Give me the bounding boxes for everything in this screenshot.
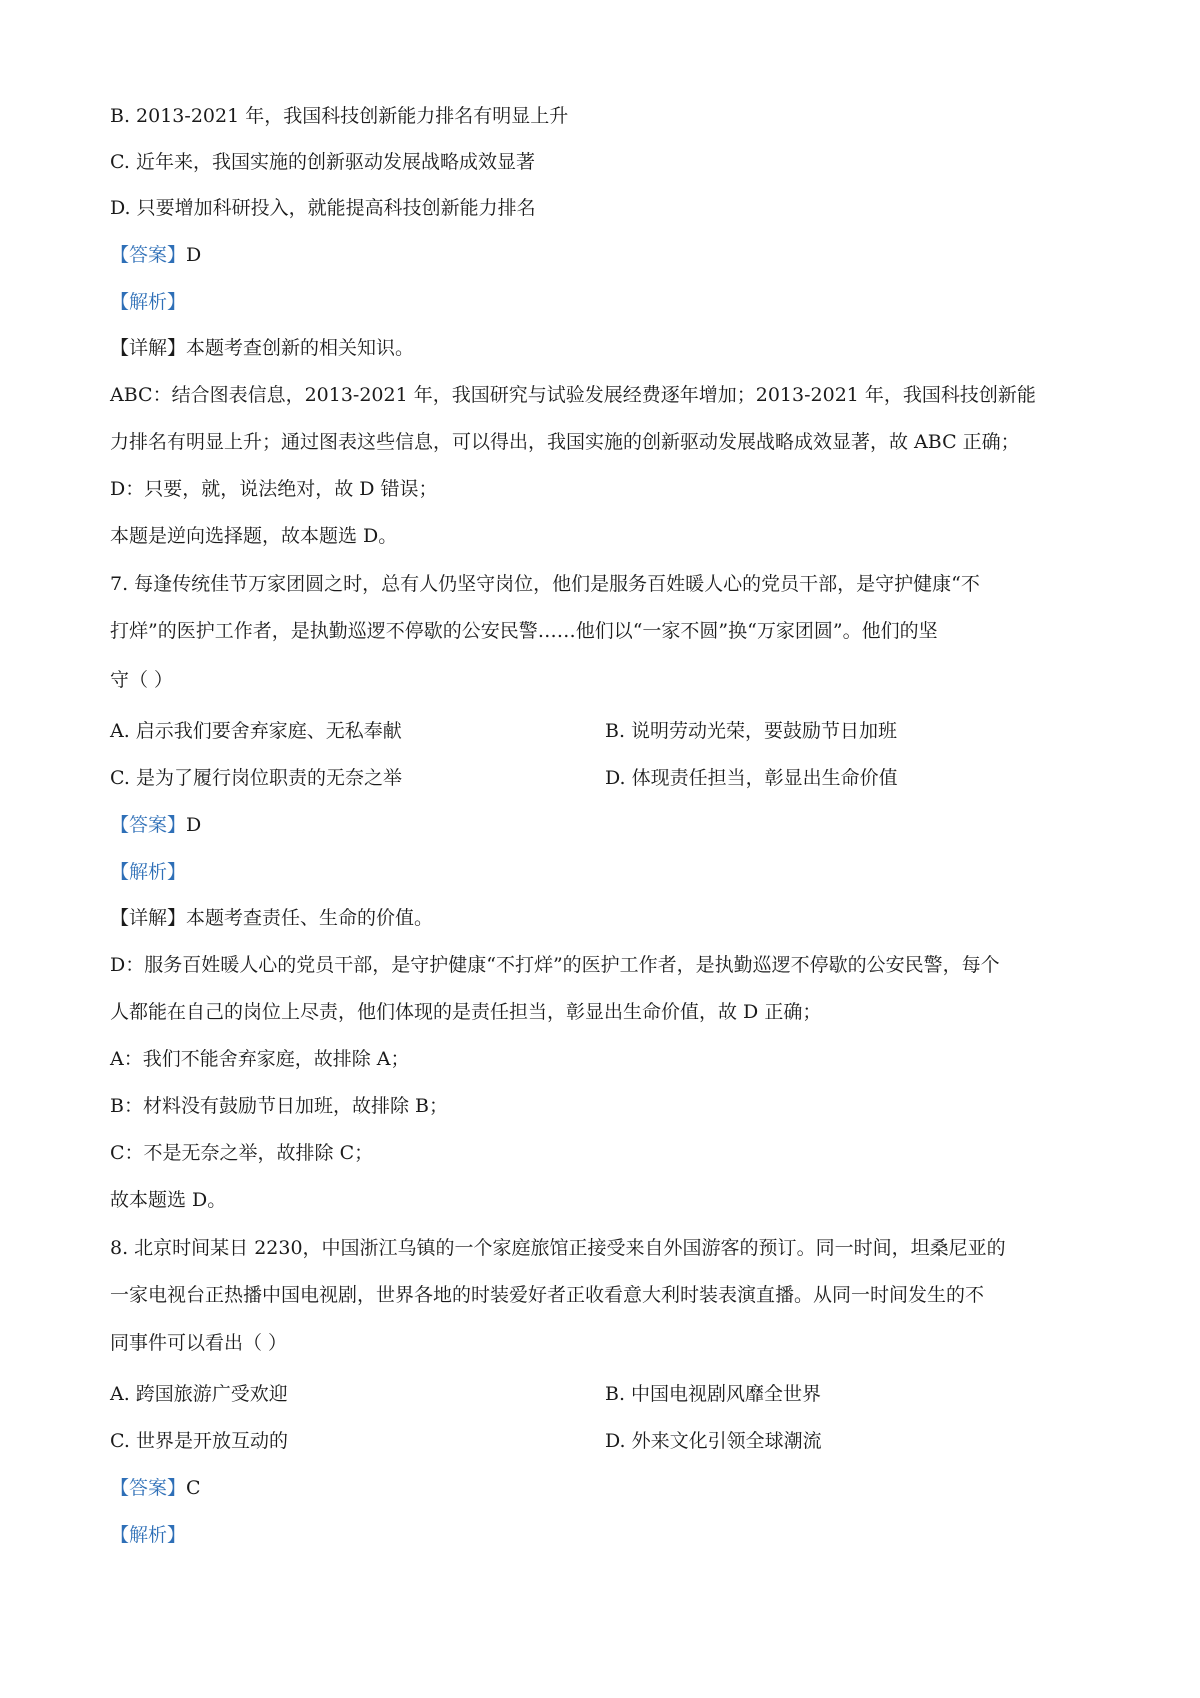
q8-option-a: A. 跨国旅游广受欢迎 [110,1383,288,1405]
q8-stem-line3: 同事件可以看出（ ） [110,1332,288,1354]
q7-stem-line2: 打烊”的医护工作者，是执勤巡逻不停歇的公安民警……他们以“一家不圆”换“万家团圆”。他们的坚 [110,620,938,642]
q6-option-c: C. 近年来，我国实施的创新驱动发展战略成效显著 [110,151,535,173]
q7-conclusion: 故本题选 D。 [110,1189,227,1211]
q8-stem-line2: 一家电视台正热播中国电视剧，世界各地的时装爱好者正收看意大利时装表演直播。从同一时间发生的不 [110,1284,985,1306]
answer-tag: 【答案】 [110,1477,187,1499]
q8-option-d: D. 外来文化引领全球潮流 [605,1430,822,1452]
q7-detail: 【详解】本题考查责任、生命的价值。 [110,907,434,929]
answer-tag: 【答案】 [110,814,187,836]
q8-option-c: C. 世界是开放互动的 [110,1430,288,1452]
q6-abc-line1: ABC：结合图表信息，2013-2021 年，我国研究与试验发展经费逐年增加；2013-2021 年，我国科技创新能 [110,384,1036,406]
q7-c-line: C：不是无奈之举，故排除 C； [110,1142,374,1164]
q6-option-d: D. 只要增加科研投入，就能提高科技创新能力排名 [110,197,536,219]
q6-detail: 【详解】本题考查创新的相关知识。 [110,337,415,359]
q6-answer [110,243,201,267]
q8-answer [110,1476,201,1500]
q7-option-d: D. 体现责任担当，彰显出生命价值 [605,767,898,789]
q7-stem-line3: 守（ ） [110,669,174,691]
q7-d-line1: D：服务百姓暖人心的党员干部，是守护健康“不打烊”的医护工作者，是执勤巡逻不停歇的公安民警，每个 [110,954,1000,976]
q7-stem-line1: 7. 每逢传统佳节万家团圆之时，总有人仍坚守岗位，他们是服务百姓暖人心的党员干部，是守护健康“不 [110,573,980,595]
q7-answer [110,813,201,837]
q6-option-b: B. 2013-2021 年，我国科技创新能力排名有明显上升 [110,105,569,127]
answer-value: D [186,244,202,266]
q7-b-line: B：材料没有鼓励节日加班，故排除 B； [110,1095,448,1117]
q6-d-line: D：只要，就，说法绝对，故 D 错误； [110,478,438,500]
q8-stem-line1: 8. 北京时间某日 2230，中国浙江乌镇的一个家庭旅馆正接受来自外国游客的预订。同一时间，坦桑尼亚的 [110,1237,1006,1259]
q6-analysis-tag: 【解析】 [110,291,187,313]
q8-option-b: B. 中国电视剧风靡全世界 [605,1383,822,1405]
q7-d-line2: 人都能在自己的岗位上尽责，他们体现的是责任担当，彰显出生命价值，故 D 正确； [110,1001,822,1023]
q7-option-b: B. 说明劳动光荣，要鼓励节日加班 [605,720,898,742]
q6-conclusion: 本题是逆向选择题，故本题选 D。 [110,525,398,547]
answer-tag: 【答案】 [110,244,187,266]
q7-analysis-tag: 【解析】 [110,861,187,883]
q7-option-a: A. 启示我们要舍弃家庭、无私奉献 [110,720,402,742]
q8-analysis-tag: 【解析】 [110,1524,187,1546]
q6-abc-line2: 力排名有明显上升；通过图表这些信息，可以得出，我国实施的创新驱动发展战略成效显著，故 ABC 正确； [110,431,1020,453]
answer-value: C [186,1477,201,1499]
q7-option-c: C. 是为了履行岗位职责的无奈之举 [110,767,402,789]
q7-a-line: A：我们不能舍弃家庭，故排除 A； [110,1048,410,1070]
answer-value: D [186,814,202,836]
